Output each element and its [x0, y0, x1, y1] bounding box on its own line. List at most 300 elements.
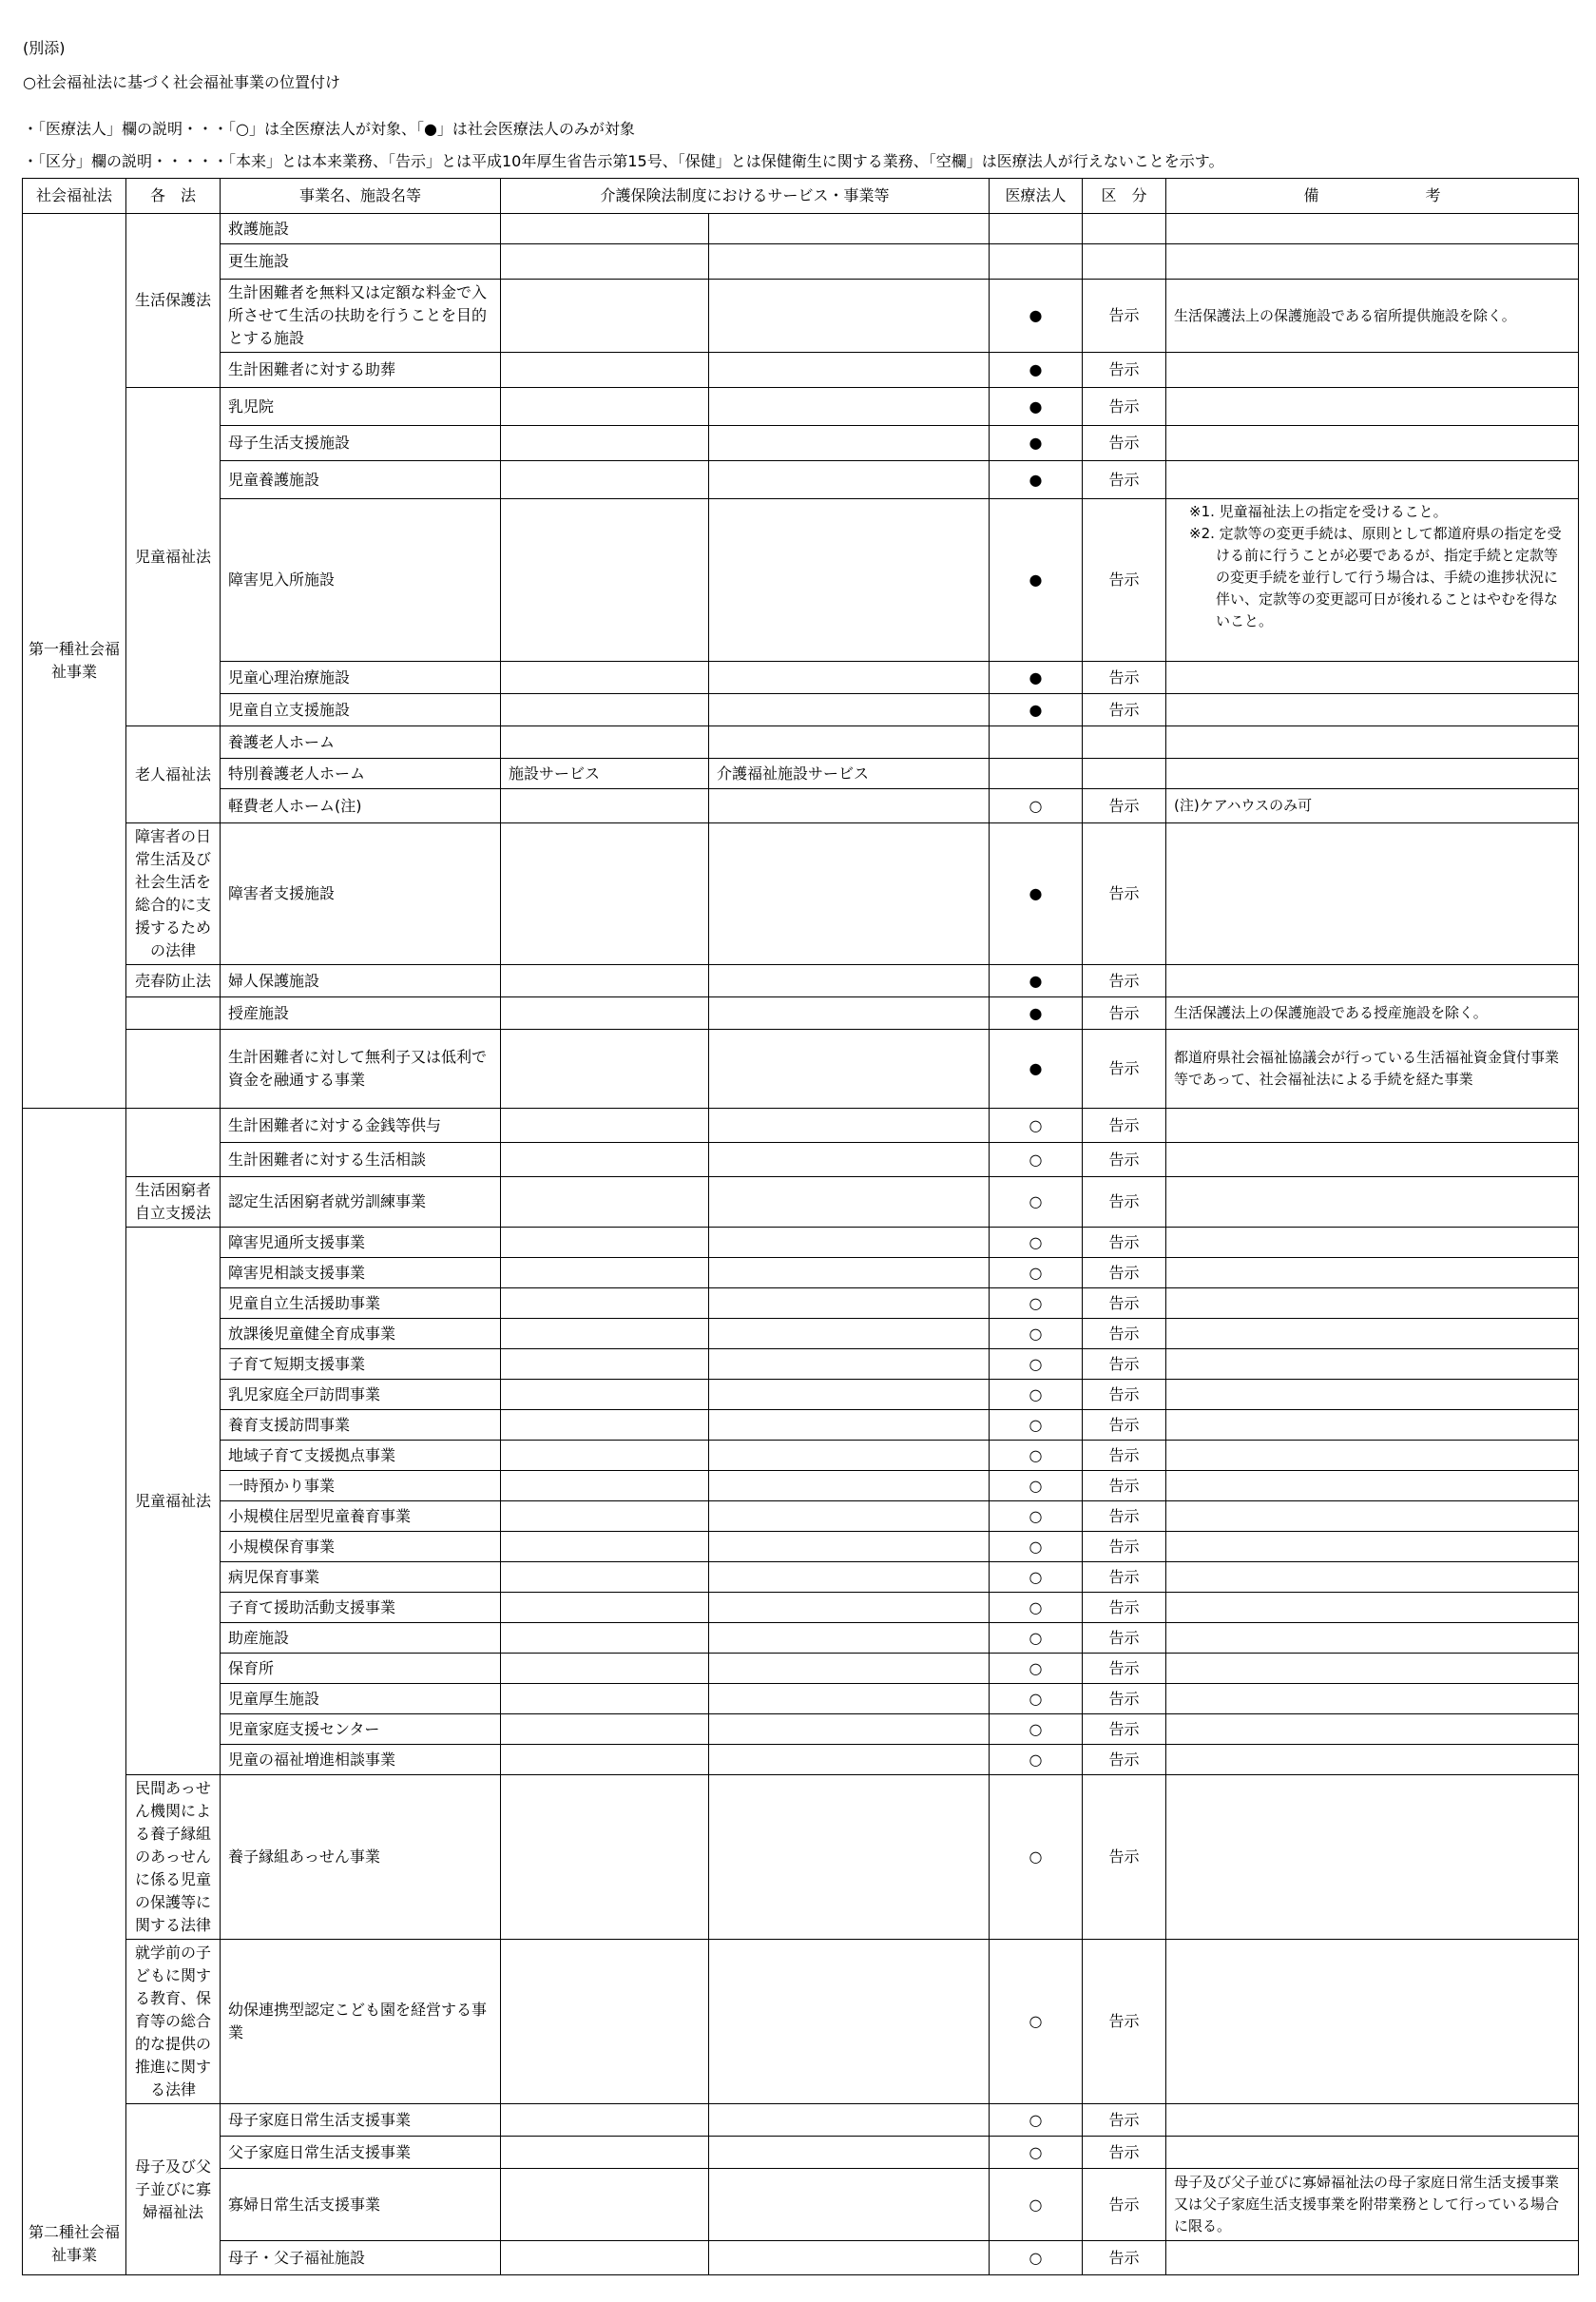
care-service-detail — [709, 1562, 990, 1593]
remarks — [1166, 1940, 1579, 2104]
filled-circle-icon: ● — [990, 997, 1083, 1030]
filled-circle-icon: ● — [990, 965, 1083, 997]
care-service-type — [501, 694, 709, 726]
law-name: 生活困窮者自立支援法 — [126, 1177, 221, 1228]
care-service-type — [501, 1775, 709, 1940]
table-row — [23, 2104, 1579, 2137]
care-service-type — [501, 1410, 709, 1441]
filled-circle-icon: ● — [990, 1030, 1083, 1109]
open-circle-icon: ○ — [990, 1177, 1083, 1228]
care-service-type — [501, 1228, 709, 1258]
care-service-detail — [709, 461, 990, 499]
care-service-detail — [709, 1623, 990, 1654]
business-name: 障害児通所支援事業 — [221, 1228, 501, 1258]
category: 告示 — [1083, 2169, 1166, 2241]
table-row — [23, 280, 1579, 353]
category: 告示 — [1083, 1775, 1166, 1940]
table-row — [23, 2137, 1579, 2169]
table-row — [23, 1380, 1579, 1410]
business-name: 障害児入所施設 — [221, 499, 501, 662]
header-each-law: 各 法 — [126, 179, 221, 214]
care-service-type: 施設サービス — [501, 759, 709, 789]
table-row — [23, 1228, 1579, 1258]
care-service-detail — [709, 1714, 990, 1745]
care-service-detail — [709, 1030, 990, 1109]
law-name: 民間あっせん機関による養子縁組のあっせんに係る児童の保護等に関する法律 — [126, 1775, 221, 1940]
care-service-detail — [709, 2104, 990, 2137]
table-row — [23, 1349, 1579, 1380]
law-name: 児童福祉法 — [126, 1228, 221, 1775]
care-service-detail — [709, 997, 990, 1030]
remarks — [1166, 1714, 1579, 1745]
business-name: 母子生活支援施設 — [221, 426, 501, 461]
remarks — [1166, 1501, 1579, 1532]
business-name: 子育て援助活動支援事業 — [221, 1593, 501, 1623]
table-row — [23, 997, 1579, 1030]
category: 告示 — [1083, 1654, 1166, 1684]
care-service-detail — [709, 1349, 990, 1380]
care-service-type — [501, 1177, 709, 1228]
care-service-type — [501, 823, 709, 965]
open-circle-icon: ○ — [990, 1501, 1083, 1532]
care-service-detail — [709, 662, 990, 694]
category: 告示 — [1083, 1177, 1166, 1228]
law-name — [126, 997, 221, 1030]
table-row — [23, 1143, 1579, 1177]
business-name: 一時預かり事業 — [221, 1471, 501, 1501]
business-name: 障害児相談支援事業 — [221, 1258, 501, 1288]
care-service-type — [501, 1562, 709, 1593]
table-row — [23, 353, 1579, 388]
care-service-detail — [709, 1410, 990, 1441]
table-row — [23, 1593, 1579, 1623]
open-circle-icon: ○ — [990, 1745, 1083, 1775]
table-row — [23, 426, 1579, 461]
remarks — [1166, 823, 1579, 965]
table-row — [23, 1030, 1579, 1109]
section-label: 第一種社会福祉事業 — [23, 214, 126, 1109]
category: 告示 — [1083, 1745, 1166, 1775]
care-service-type — [501, 1940, 709, 2104]
table-row — [23, 214, 1579, 244]
attachment-label: (別添) — [23, 39, 66, 57]
care-service-detail — [709, 280, 990, 353]
care-service-detail — [709, 1228, 990, 1258]
remarks — [1166, 1623, 1579, 1654]
care-service-type — [501, 280, 709, 353]
remarks — [1166, 244, 1579, 280]
remarks — [1166, 2241, 1579, 2275]
open-circle-icon: ○ — [990, 1654, 1083, 1684]
category: 告示 — [1083, 1109, 1166, 1143]
business-name: 養育支援訪問事業 — [221, 1410, 501, 1441]
medical-corp-mark — [990, 244, 1083, 280]
category: 告示 — [1083, 1228, 1166, 1258]
care-service-detail — [709, 1471, 990, 1501]
remarks — [1166, 1775, 1579, 1940]
care-service-type — [501, 1380, 709, 1410]
category: 告示 — [1083, 965, 1166, 997]
header-remarks: 備 考 — [1166, 179, 1579, 214]
care-service-detail — [709, 1177, 990, 1228]
remarks — [1166, 426, 1579, 461]
law-name: 児童福祉法 — [126, 388, 221, 726]
business-name: 乳児家庭全戸訪問事業 — [221, 1380, 501, 1410]
header-business-name: 事業名、施設名等 — [221, 179, 501, 214]
category: 告示 — [1083, 499, 1166, 662]
care-service-type — [501, 1745, 709, 1775]
remarks — [1166, 1109, 1579, 1143]
remarks — [1166, 1258, 1579, 1288]
care-service-type — [501, 388, 709, 426]
care-service-detail — [709, 726, 990, 759]
category: 告示 — [1083, 1593, 1166, 1623]
business-name: 児童自立支援施設 — [221, 694, 501, 726]
open-circle-icon: ○ — [990, 1623, 1083, 1654]
business-name: 乳児院 — [221, 388, 501, 426]
remarks: 生活保護法上の保護施設である宿所提供施設を除く。 — [1166, 280, 1579, 353]
table-row — [23, 461, 1579, 499]
business-name: 障害者支援施設 — [221, 823, 501, 965]
category: 告示 — [1083, 1319, 1166, 1349]
remarks — [1166, 1654, 1579, 1684]
category: 告示 — [1083, 1471, 1166, 1501]
remarks-paragraph: ※1. 児童福祉法上の指定を受けること。 — [1189, 503, 1448, 520]
table-row — [23, 823, 1579, 965]
care-service-type — [501, 997, 709, 1030]
open-circle-icon: ○ — [990, 1532, 1083, 1562]
category: 告示 — [1083, 1501, 1166, 1532]
table-row — [23, 1940, 1579, 2104]
category — [1083, 759, 1166, 789]
open-circle-icon: ○ — [990, 1714, 1083, 1745]
category: 告示 — [1083, 1030, 1166, 1109]
category: 告示 — [1083, 1258, 1166, 1288]
category: 告示 — [1083, 1562, 1166, 1593]
care-service-type — [501, 965, 709, 997]
remarks — [1166, 388, 1579, 426]
remarks — [1166, 1745, 1579, 1775]
table-row — [23, 1258, 1579, 1288]
care-service-type — [501, 726, 709, 759]
table-row — [23, 2169, 1579, 2241]
open-circle-icon: ○ — [990, 1471, 1083, 1501]
remarks: 生活保護法上の保護施設である授産施設を除く。 — [1166, 997, 1579, 1030]
table-row — [23, 1562, 1579, 1593]
care-service-type — [501, 2137, 709, 2169]
filled-circle-icon: ● — [990, 694, 1083, 726]
care-service-detail — [709, 1532, 990, 1562]
business-name: 病児保育事業 — [221, 1562, 501, 1593]
table-row — [23, 1684, 1579, 1714]
remarks — [1166, 1349, 1579, 1380]
law-name: 生活保護法 — [126, 214, 221, 388]
remarks — [1166, 1143, 1579, 1177]
business-name: 授産施設 — [221, 997, 501, 1030]
table-row — [23, 1745, 1579, 1775]
care-service-detail — [709, 1288, 990, 1319]
open-circle-icon: ○ — [990, 1288, 1083, 1319]
business-name: 養子縁組あっせん事業 — [221, 1775, 501, 1940]
care-service-type — [501, 789, 709, 823]
category: 告示 — [1083, 1684, 1166, 1714]
remarks — [1166, 1532, 1579, 1562]
care-service-type — [501, 1684, 709, 1714]
table-row — [23, 1288, 1579, 1319]
category: 告示 — [1083, 997, 1166, 1030]
care-service-detail — [709, 823, 990, 965]
remarks — [1166, 214, 1579, 244]
open-circle-icon: ○ — [990, 1410, 1083, 1441]
business-name: 児童家庭支援センター — [221, 1714, 501, 1745]
category: 告示 — [1083, 461, 1166, 499]
care-service-type — [501, 1258, 709, 1288]
category: 告示 — [1083, 662, 1166, 694]
care-service-type — [501, 1714, 709, 1745]
category — [1083, 726, 1166, 759]
remarks — [1166, 1441, 1579, 1471]
care-service-detail — [709, 694, 990, 726]
care-service-detail — [709, 1319, 990, 1349]
care-service-type — [501, 1593, 709, 1623]
business-name: 生計困難者を無料又は定額な料金で入所させて生活の扶助を行うことを目的とする施設 — [221, 280, 501, 353]
remarks — [1166, 1593, 1579, 1623]
care-service-detail — [709, 1745, 990, 1775]
care-service-type — [501, 2104, 709, 2137]
care-service-detail — [709, 2241, 990, 2275]
table-row — [23, 1501, 1579, 1532]
remarks — [1166, 1288, 1579, 1319]
care-service-type — [501, 1654, 709, 1684]
header-category: 区 分 — [1083, 179, 1166, 214]
remarks — [1166, 1684, 1579, 1714]
care-service-type — [501, 1349, 709, 1380]
care-service-type — [501, 1109, 709, 1143]
care-service-detail — [709, 789, 990, 823]
remarks — [1166, 1319, 1579, 1349]
filled-circle-icon: ● — [990, 461, 1083, 499]
medical-corp-mark — [990, 214, 1083, 244]
care-service-type — [501, 662, 709, 694]
care-service-detail — [709, 426, 990, 461]
care-service-detail — [709, 353, 990, 388]
business-name: 養護老人ホーム — [221, 726, 501, 759]
open-circle-icon: ○ — [990, 1940, 1083, 2104]
table-row — [23, 1319, 1579, 1349]
category: 告示 — [1083, 2241, 1166, 2275]
care-service-type — [501, 461, 709, 499]
remarks — [1166, 1380, 1579, 1410]
law-name: 老人福祉法 — [126, 726, 221, 823]
business-name: 生計困難者に対して無利子又は低利で資金を融通する事業 — [221, 1030, 501, 1109]
care-service-detail — [709, 1775, 990, 1940]
care-service-type — [501, 1471, 709, 1501]
remarks — [1166, 461, 1579, 499]
category: 告示 — [1083, 1410, 1166, 1441]
care-service-detail — [709, 388, 990, 426]
filled-circle-icon: ● — [990, 353, 1083, 388]
table-row — [23, 388, 1579, 426]
business-name: 保育所 — [221, 1654, 501, 1684]
category: 告示 — [1083, 2104, 1166, 2137]
remarks — [1166, 965, 1579, 997]
care-service-type — [501, 353, 709, 388]
business-name: 児童自立生活援助事業 — [221, 1288, 501, 1319]
section-label: 第二種社会福祉事業 — [23, 1109, 126, 2275]
care-service-type — [501, 244, 709, 280]
care-service-type — [501, 499, 709, 662]
category: 告示 — [1083, 1714, 1166, 1745]
business-name: 児童の福祉増進相談事業 — [221, 1745, 501, 1775]
table-row — [23, 1775, 1579, 1940]
remarks — [1166, 759, 1579, 789]
care-service-type — [501, 1501, 709, 1532]
business-name: 生計困難者に対する金銭等供与 — [221, 1109, 501, 1143]
care-service-detail — [709, 499, 990, 662]
open-circle-icon: ○ — [990, 1109, 1083, 1143]
open-circle-icon: ○ — [990, 1380, 1083, 1410]
category: 告示 — [1083, 1623, 1166, 1654]
table-row — [23, 759, 1579, 789]
category: 告示 — [1083, 1349, 1166, 1380]
remarks — [1166, 1471, 1579, 1501]
category: 告示 — [1083, 1143, 1166, 1177]
category: 告示 — [1083, 1532, 1166, 1562]
remarks: 都道府県社会福祉協議会が行っている生活福祉資金貸付事業等であって、社会福祉法による手続を経た事業 — [1166, 1030, 1579, 1109]
open-circle-icon: ○ — [990, 1441, 1083, 1471]
care-service-detail — [709, 1684, 990, 1714]
business-name: 特別養護老人ホーム — [221, 759, 501, 789]
care-service-type — [501, 1030, 709, 1109]
care-service-type — [501, 1532, 709, 1562]
legend-medical-corp: ・「医療法人」欄の説明・・・「○」は全医療法人が対象、「●」は社会医療法人のみが対象 — [23, 120, 635, 138]
business-name: 更生施設 — [221, 244, 501, 280]
open-circle-icon: ○ — [990, 2241, 1083, 2275]
care-service-detail: 介護福祉施設サービス — [709, 759, 990, 789]
filled-circle-icon: ● — [990, 823, 1083, 965]
business-name: 婦人保護施設 — [221, 965, 501, 997]
care-service-type — [501, 1623, 709, 1654]
table-row — [23, 1654, 1579, 1684]
category: 告示 — [1083, 388, 1166, 426]
business-name: 寡婦日常生活支援事業 — [221, 2169, 501, 2241]
open-circle-icon: ○ — [990, 1258, 1083, 1288]
category: 告示 — [1083, 789, 1166, 823]
remarks — [1166, 499, 1579, 662]
table-row — [23, 1410, 1579, 1441]
law-name: 障害者の日常生活及び社会生活を総合的に支援するための法律 — [126, 823, 221, 965]
care-service-type — [501, 426, 709, 461]
category: 告示 — [1083, 1441, 1166, 1471]
open-circle-icon: ○ — [990, 1775, 1083, 1940]
category: 告示 — [1083, 823, 1166, 965]
business-name: 子育て短期支援事業 — [221, 1349, 501, 1380]
table-row — [23, 662, 1579, 694]
table-header-row — [23, 179, 1579, 214]
filled-circle-icon: ● — [990, 388, 1083, 426]
category — [1083, 214, 1166, 244]
care-service-type — [501, 1288, 709, 1319]
table-row — [23, 244, 1579, 280]
open-circle-icon: ○ — [990, 1349, 1083, 1380]
table-row — [23, 694, 1579, 726]
business-name: 軽費老人ホーム(注) — [221, 789, 501, 823]
business-name: 小規模保育事業 — [221, 1532, 501, 1562]
table-row — [23, 965, 1579, 997]
care-service-detail — [709, 1441, 990, 1471]
filled-circle-icon: ● — [990, 662, 1083, 694]
table-row — [23, 1109, 1579, 1143]
table-row — [23, 789, 1579, 823]
open-circle-icon: ○ — [990, 2104, 1083, 2137]
law-name: 就学前の子どもに関する教育、保育等の総合的な提供の推進に関する法律 — [126, 1940, 221, 2104]
law-name — [126, 1030, 221, 1109]
remarks — [1166, 1562, 1579, 1593]
open-circle-icon: ○ — [990, 1593, 1083, 1623]
remarks — [1166, 1228, 1579, 1258]
category: 告示 — [1083, 280, 1166, 353]
open-circle-icon: ○ — [990, 2137, 1083, 2169]
category: 告示 — [1083, 2137, 1166, 2169]
remarks — [1166, 694, 1579, 726]
open-circle-icon: ○ — [990, 1562, 1083, 1593]
business-name: 父子家庭日常生活支援事業 — [221, 2137, 501, 2169]
business-name: 児童厚生施設 — [221, 1684, 501, 1714]
open-circle-icon: ○ — [990, 1319, 1083, 1349]
business-name: 救護施設 — [221, 214, 501, 244]
table-row — [23, 1623, 1579, 1654]
table-row — [23, 1471, 1579, 1501]
filled-circle-icon: ● — [990, 280, 1083, 353]
table-row — [23, 1441, 1579, 1471]
law-name — [126, 1109, 221, 1177]
care-service-detail — [709, 1940, 990, 2104]
business-name: 小規模住居型児童養育事業 — [221, 1501, 501, 1532]
care-service-type — [501, 2241, 709, 2275]
filled-circle-icon: ● — [990, 426, 1083, 461]
table-row — [23, 1177, 1579, 1228]
business-name: 母子・父子福祉施設 — [221, 2241, 501, 2275]
care-service-detail — [709, 1501, 990, 1532]
table-row — [23, 1532, 1579, 1562]
care-service-detail — [709, 1593, 990, 1623]
care-service-detail — [709, 1654, 990, 1684]
medical-corp-mark — [990, 726, 1083, 759]
business-name: 放課後児童健全育成事業 — [221, 1319, 501, 1349]
care-service-type — [501, 2169, 709, 2241]
open-circle-icon: ○ — [990, 2169, 1083, 2241]
care-service-type — [501, 1319, 709, 1349]
care-service-detail — [709, 2137, 990, 2169]
header-care-insurance: 介護保険法制度におけるサービス・事業等 — [501, 179, 990, 214]
business-name: 地域子育て支援拠点事業 — [221, 1441, 501, 1471]
business-name: 児童心理治療施設 — [221, 662, 501, 694]
medical-corp-mark — [990, 759, 1083, 789]
header-social-welfare-law: 社会福祉法 — [23, 179, 126, 214]
remarks — [1166, 1177, 1579, 1228]
business-name: 助産施設 — [221, 1623, 501, 1654]
care-service-detail — [709, 1258, 990, 1288]
header-medical-corp: 医療法人 — [990, 179, 1083, 214]
category: 告示 — [1083, 1288, 1166, 1319]
care-service-detail — [709, 1380, 990, 1410]
remarks — [1166, 2137, 1579, 2169]
remarks — [1166, 726, 1579, 759]
table-row — [23, 2241, 1579, 2275]
table-row — [23, 726, 1579, 759]
law-name: 売春防止法 — [126, 965, 221, 997]
law-name: 母子及び父子並びに寡婦福祉法 — [126, 2104, 221, 2275]
